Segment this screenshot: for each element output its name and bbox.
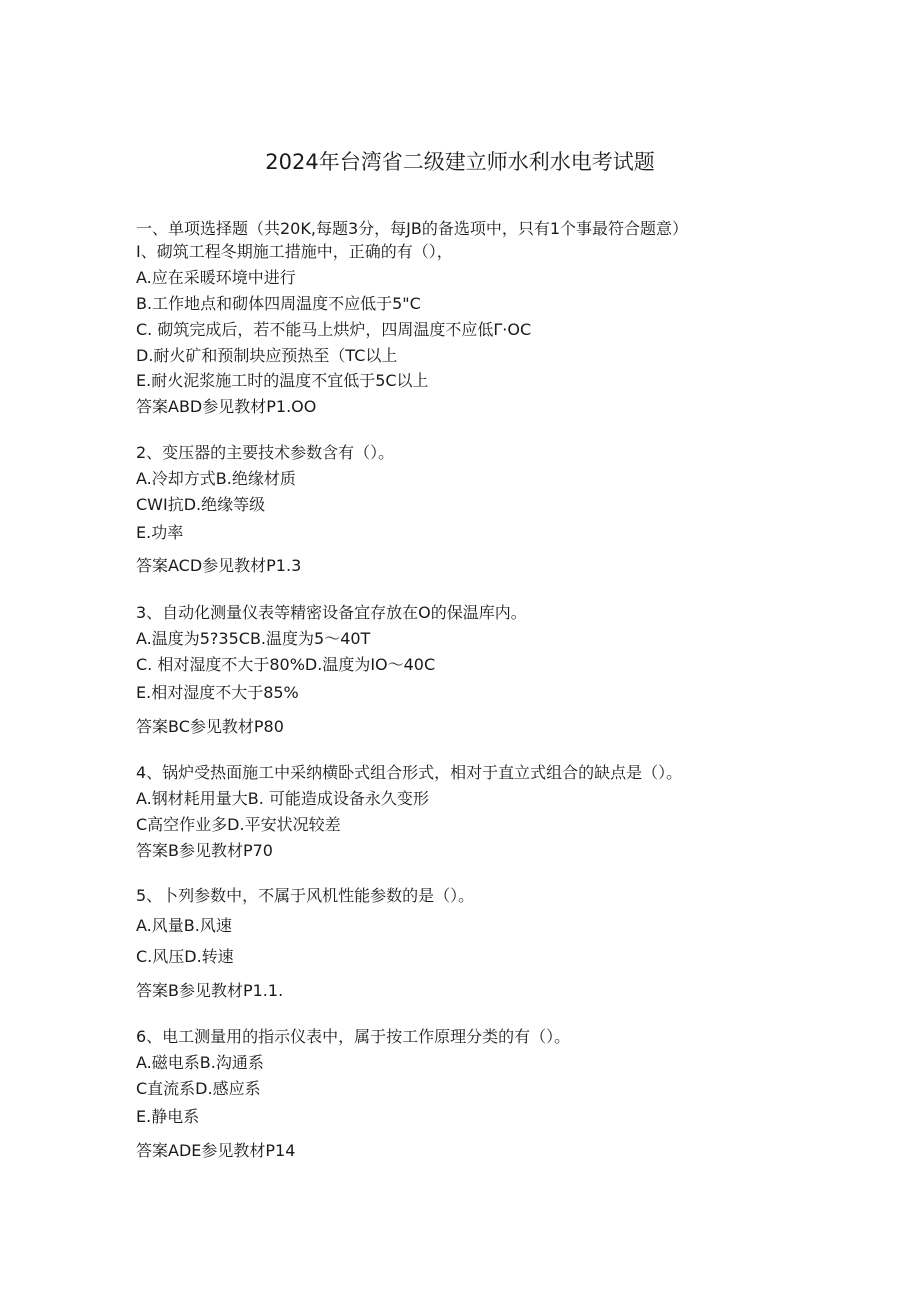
question-1-stem: I、砌筑工程冬期施工措施中，正确的有（）， [136, 242, 453, 261]
question-3-stem: 3、自动化测量仪表等精密设备宜存放在O的保温库内。 [136, 603, 527, 622]
question-1-option: D.耐火矿和预制块应预热至（TC以上 [136, 346, 398, 365]
question-2-answer: 答案ACD参见教材P1.3 [136, 556, 302, 575]
question-6-answer: 答案ADE参见教材P14 [136, 1141, 296, 1160]
question-5-stem: 5、卜列参数中，不属于风机性能参数的是（）。 [136, 886, 475, 905]
question-3-option: A.温度为5?35CB.温度为5～40T [136, 629, 371, 648]
question-2-option: CWI抗D.绝缘等级 [136, 495, 266, 514]
question-1-answer: 答案ABD参见教材P1.OO [136, 397, 317, 416]
page-title: 2024年台湾省二级建立师水利水电考试题 [265, 150, 655, 174]
question-6-option: A.磁电系B.沟通系 [136, 1053, 264, 1072]
question-4-answer: 答案B参见教材P70 [136, 841, 273, 860]
question-2-option: A.冷却方式B.绝缘材质 [136, 469, 296, 488]
question-6-option: C直流系D.感应系 [136, 1079, 261, 1098]
question-5-option: A.风量B.风速 [136, 916, 232, 935]
question-1-option: C. 砌筑完成后，若不能马上烘炉，四周温度不应低Γ·OC [136, 320, 532, 339]
question-1-option: B.工作地点和砌体四周温度不应低于5"C [136, 294, 421, 313]
question-2-option: E.功率 [136, 523, 184, 542]
question-6-option: E.静电系 [136, 1107, 200, 1126]
question-1-option: E.耐火泥浆施工时的温度不宜低于5C以上 [136, 371, 429, 390]
question-6-stem: 6、电工测量用的指示仪表中，属于按工作原理分类的有（）。 [136, 1027, 571, 1046]
section-heading: 一、单项选择题（共20K,每题3分，每JB的备选项中，只有1个事最符合题意） [136, 219, 688, 238]
question-3-option: E.相对湿度不大于85% [136, 683, 299, 702]
question-5-option: C.风压D.转速 [136, 947, 234, 966]
question-4-option: A.钢材耗用量大B. 可能造成设备永久变形 [136, 789, 429, 808]
question-3-option: C. 相对湿度不大于80%D.温度为IO～40C [136, 655, 436, 674]
question-4-option: C高空作业多D.平安状况较差 [136, 815, 341, 834]
question-4-stem: 4、锅炉受热面施工中采纳横卧式组合形式，相对于直立式组合的缺点是（）。 [136, 763, 683, 782]
question-1-option: A.应在采暖环境中进行 [136, 268, 296, 287]
question-5-answer: 答案B参见教材P1.1. [136, 981, 284, 1000]
question-2-stem: 2、变压器的主要技术参数含有（）。 [136, 443, 395, 462]
question-3-answer: 答案BC参见教材P80 [136, 717, 284, 736]
